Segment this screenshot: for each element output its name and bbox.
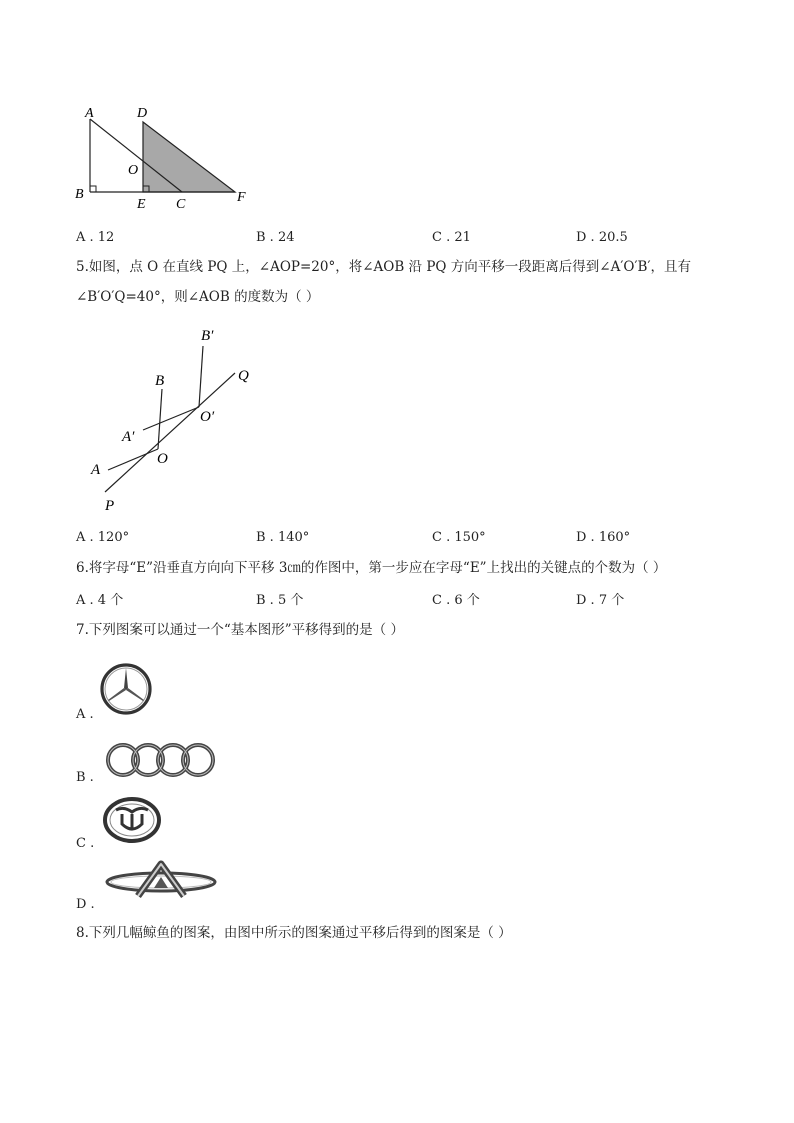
chery-logo-icon <box>104 860 218 900</box>
label-a: A <box>91 462 101 478</box>
q4-option-a: A . 12 <box>76 230 115 245</box>
label-p: P <box>105 498 115 514</box>
q7-option-b: B . <box>76 770 94 785</box>
q6-option-a: A . 4 个 <box>76 593 124 608</box>
q5-angle-figure <box>85 320 275 520</box>
q6-option-d: D . 7 个 <box>576 593 625 608</box>
q6-option-b: B . 5 个 <box>256 593 304 608</box>
right-angle-b <box>90 186 96 192</box>
shaded-triangle-def <box>143 122 235 192</box>
q4-option-c: C . 21 <box>432 230 471 245</box>
label-q: Q <box>238 368 249 384</box>
q8-stem: 8.下列几幅鲸鱼的图案，由图中所示的图案通过平移后得到的图案是（ ） <box>76 925 512 941</box>
q7-option-d: D . <box>76 897 95 912</box>
q4-triangle-figure <box>70 100 260 210</box>
label-d: D <box>137 106 148 121</box>
q5-stem-line1: 5.如图，点 O 在直线 PQ 上，∠AOP=20°，将∠AOB 沿 PQ 方向平移一段距离后得到∠A′O′B′，且有 <box>76 259 692 275</box>
q5-option-a: A . 120° <box>76 530 130 545</box>
ray-o-prime-a-prime <box>143 407 199 430</box>
q5-option-d: D . 160° <box>576 530 631 545</box>
label-b: B <box>75 187 84 202</box>
label-b-prime: B′ <box>201 328 214 344</box>
label-e: E <box>137 197 146 210</box>
q5-stem-line2: ∠B′O′Q=40°，则∠AOB 的度数为（ ） <box>76 289 320 305</box>
label-o: O <box>157 451 168 467</box>
audi-rings-icon <box>104 740 218 780</box>
q6-option-c: C . 6 个 <box>432 593 480 608</box>
label-b: B <box>155 373 165 389</box>
q7-option-a: A . <box>76 707 94 722</box>
q4-option-d: D . 20.5 <box>576 230 628 245</box>
label-a-prime: A′ <box>122 429 135 445</box>
ray-o-prime-b-prime <box>199 346 203 407</box>
label-a: A <box>85 106 94 121</box>
label-c: C <box>176 197 186 210</box>
q6-stem: 6.将字母“E”沿垂直方向向下平移 3㎝的作图中，第一步应在字母“E”上找出的关键点的个数为（ ） <box>76 560 667 576</box>
q7-stem: 7.下列图案可以通过一个“基本图形”平移得到的是（ ） <box>76 622 404 638</box>
label-o-prime: O′ <box>200 409 215 425</box>
label-o: O <box>128 163 139 178</box>
q7-option-c: C . <box>76 836 95 851</box>
brilliance-logo-icon <box>102 796 162 844</box>
label-f: F <box>237 190 246 205</box>
q4-option-b: B . 24 <box>256 230 295 245</box>
q5-option-b: B . 140° <box>256 530 310 545</box>
q5-option-c: C . 150° <box>432 530 486 545</box>
mercedes-logo-icon <box>98 662 154 716</box>
